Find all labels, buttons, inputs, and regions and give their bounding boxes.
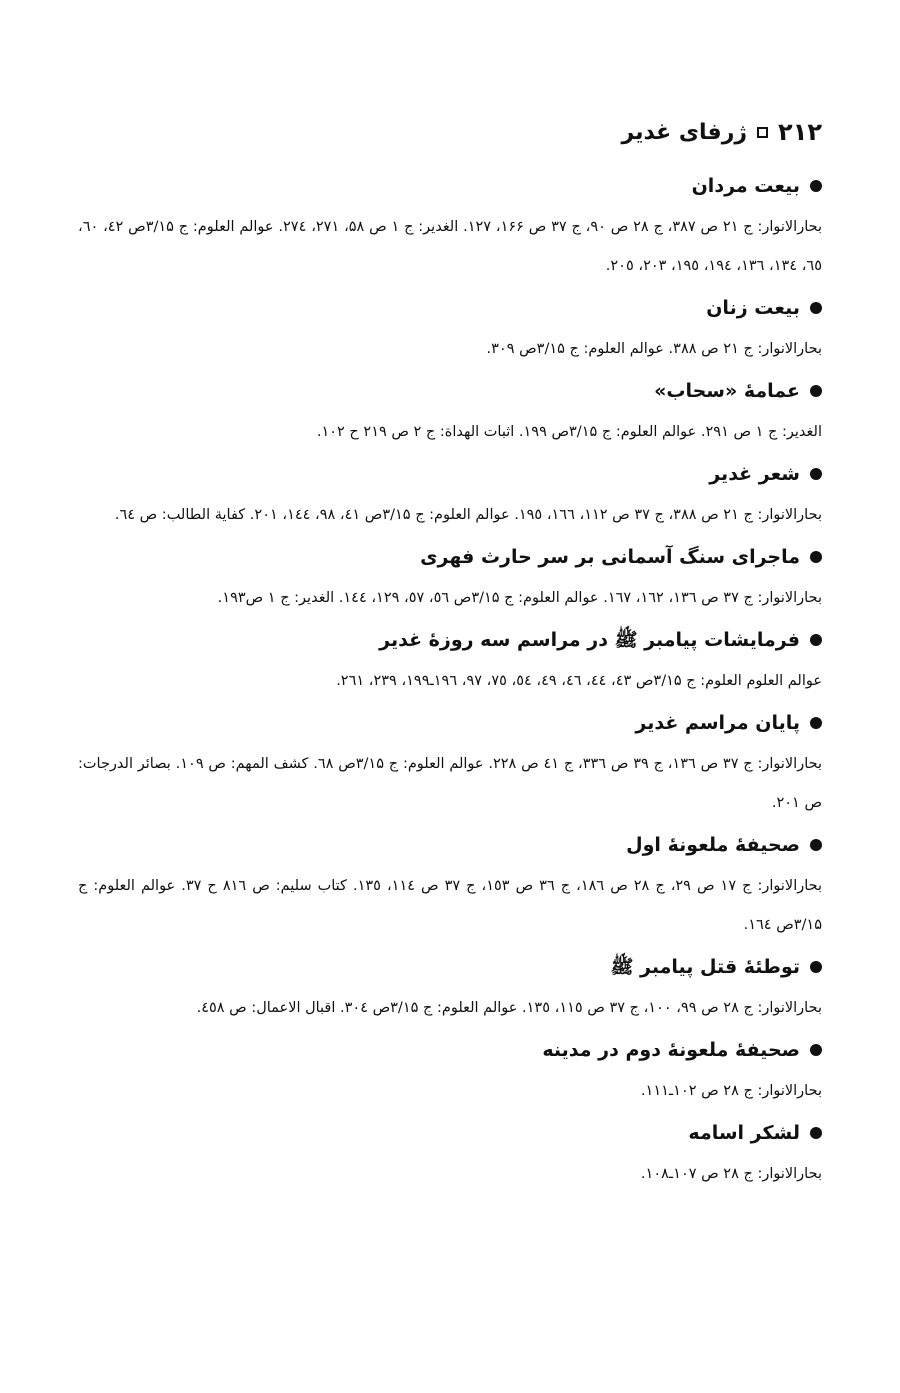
- bullet-icon: [810, 961, 822, 973]
- entry-references: بحارالانوار: ج ۲۸ ص ۱۰۷ـ۱۰۸.: [640, 1166, 822, 1182]
- entry-references: بحارالانوار: ج ۳۷ ص ۱۳٦، ج ۳۹ ص ۳۳٦، ج ٤۱ ص ۲۲۸. عوالم العلوم: ج ۳/۱۵ص ٦۸. کشف المهم: ص ۱۰۹. بصائر الدرجات: ص ۲۰۱.: [78, 756, 823, 811]
- bullet-icon: [810, 551, 822, 563]
- bullet-icon: [810, 839, 822, 851]
- page-content: [78, 112, 822, 1196]
- bullet-icon: [810, 180, 822, 192]
- entry-heading-text: بیعت مردان: [691, 175, 800, 197]
- entry-heading: [78, 454, 822, 496]
- bullet-icon: [810, 1127, 822, 1139]
- entry-heading-text: صحیفهٔ ملعونهٔ اول: [626, 834, 800, 856]
- entry-references: بحارالانوار: ج ۳۷ ص ۱۳٦، ۱٦۲، ۱٦۷. عوالم العلوم: ج ۳/۱۵ص ٥٦، ٥۷، ۱۲۹، ۱٤٤. الغدیر: ج ۱ ص۱۹۳.: [217, 590, 822, 606]
- bullet-icon: [810, 1044, 822, 1056]
- entry-heading: [78, 947, 822, 989]
- entry: [78, 947, 822, 1030]
- entry: [78, 1030, 822, 1113]
- entry: [78, 454, 822, 537]
- entry-references: بحارالانوار: ج ۱۷ ص ۲۹، ج ۲۸ ص ۱۸٦، ج ۳٦ ص ۱٥۳، ج ۳۷ ص ۱۱٤، ۱۳٥. کتاب سلیم: ص ۸۱٦ ح ۳۷. عوالم العلوم: ج ۳/۱۵ص ۱٦٤.: [78, 878, 823, 933]
- square-icon: [757, 127, 768, 138]
- entry: [78, 620, 822, 703]
- entry: [78, 166, 822, 288]
- entry: [78, 288, 822, 371]
- entry-heading-text: فرمایشات پیامبر ﷺ در مراسم سه روزهٔ غدیر: [379, 629, 800, 651]
- book-title: ژرفای غدیر: [621, 119, 748, 145]
- bullet-icon: [810, 634, 822, 646]
- entry: [78, 1113, 822, 1196]
- entry-heading: [78, 703, 822, 745]
- entry-heading: [78, 537, 822, 579]
- page-number: ۲۱۲: [778, 118, 822, 146]
- entry-heading: [78, 288, 822, 330]
- entry-heading-text: صحیفهٔ ملعونهٔ دوم در مدینه: [542, 1039, 800, 1061]
- entry: [78, 371, 822, 454]
- bullet-icon: [810, 717, 822, 729]
- entry: [78, 825, 822, 947]
- entry-heading: [78, 371, 822, 413]
- entry-heading: [78, 1030, 822, 1072]
- entry-heading: [78, 620, 822, 662]
- entry-references: بحارالانوار: ج ۲۱ ص ۳۸۷، ج ۲۸ ص ۹۰، ج ۳۷ ص ۱۶۶، ۱۲۷. الغدیر: ج ۱ ص ۵۸، ۲۷۱، ۲۷٤. عوالم العلوم: ج ۳/۱۵ص ٤۲، ٦۰، ٦٥، ۱۳٤، ۱۳٦، ۱۹٤، ۱۹٥، ۲۰۳، ۲۰٥.: [78, 219, 823, 274]
- entry-references: عوالم العلوم العلوم: ج ۳/۱۵ص ٤۳، ٤٤، ٤٦، ٤۹، ٥٤، ۷٥، ۹۷، ۱۹٦ـ۱۹۹، ۲۳۹، ۲٦۱.: [336, 673, 822, 689]
- entry-heading-text: توطئهٔ قتل پیامبر ﷺ: [610, 956, 800, 978]
- entry-heading-text: لشکر اسامه: [688, 1122, 800, 1144]
- entry-heading-text: شعر غدیر: [709, 463, 800, 485]
- entry-references: بحارالانوار: ج ۲۸ ص ۹۹، ۱۰۰، ج ۳۷ ص ۱۱٥، ۱۳٥. عوالم العلوم: ج ۳/۱۵ص ۳۰٤. اقبال الاعمال: ص ٤٥۸.: [196, 1000, 822, 1016]
- entry-heading-text: ماجرای سنگ آسمانی بر سر حارث فهری: [420, 546, 800, 568]
- entry: [78, 703, 822, 825]
- entry-references: الغدیر: ج ۱ ص ۲۹۱. عوالم العلوم: ج ۳/۱۵ص ۱۹۹. اثبات الهداة: ج ۲ ص ۲۱۹ ح ۱۰۲.: [316, 424, 822, 440]
- entry-references: بحارالانوار: ج ۲۸ ص ۱۰۲ـ۱۱۱.: [640, 1083, 822, 1099]
- running-head: [78, 112, 822, 152]
- entry-references: بحارالانوار: ج ۲۱ ص ۳۸۸. عوالم العلوم: ج ۳/۱۵ص ۳۰۹.: [486, 341, 822, 357]
- entry-heading-text: پایان مراسم غدیر: [635, 712, 800, 734]
- entry-heading-text: عمامهٔ «سحاب»: [654, 380, 800, 402]
- entry-heading: [78, 1113, 822, 1155]
- entry-heading: [78, 166, 822, 208]
- bullet-icon: [810, 302, 822, 314]
- entry: [78, 537, 822, 620]
- entry-references: بحارالانوار: ج ۲۱ ص ۳۸۸، ج ۳۷ ص ۱۱۲، ۱٦٦، ۱۹٥. عوالم العلوم: ج ۳/۱۵ص ٤۱، ۹۸، ۱٤٤، ۲۰۱. کفایة الطالب: ص ٦٤.: [114, 507, 822, 523]
- bullet-icon: [810, 385, 822, 397]
- bullet-icon: [810, 468, 822, 480]
- entry-heading: [78, 825, 822, 867]
- entry-heading-text: بیعت زنان: [706, 297, 800, 319]
